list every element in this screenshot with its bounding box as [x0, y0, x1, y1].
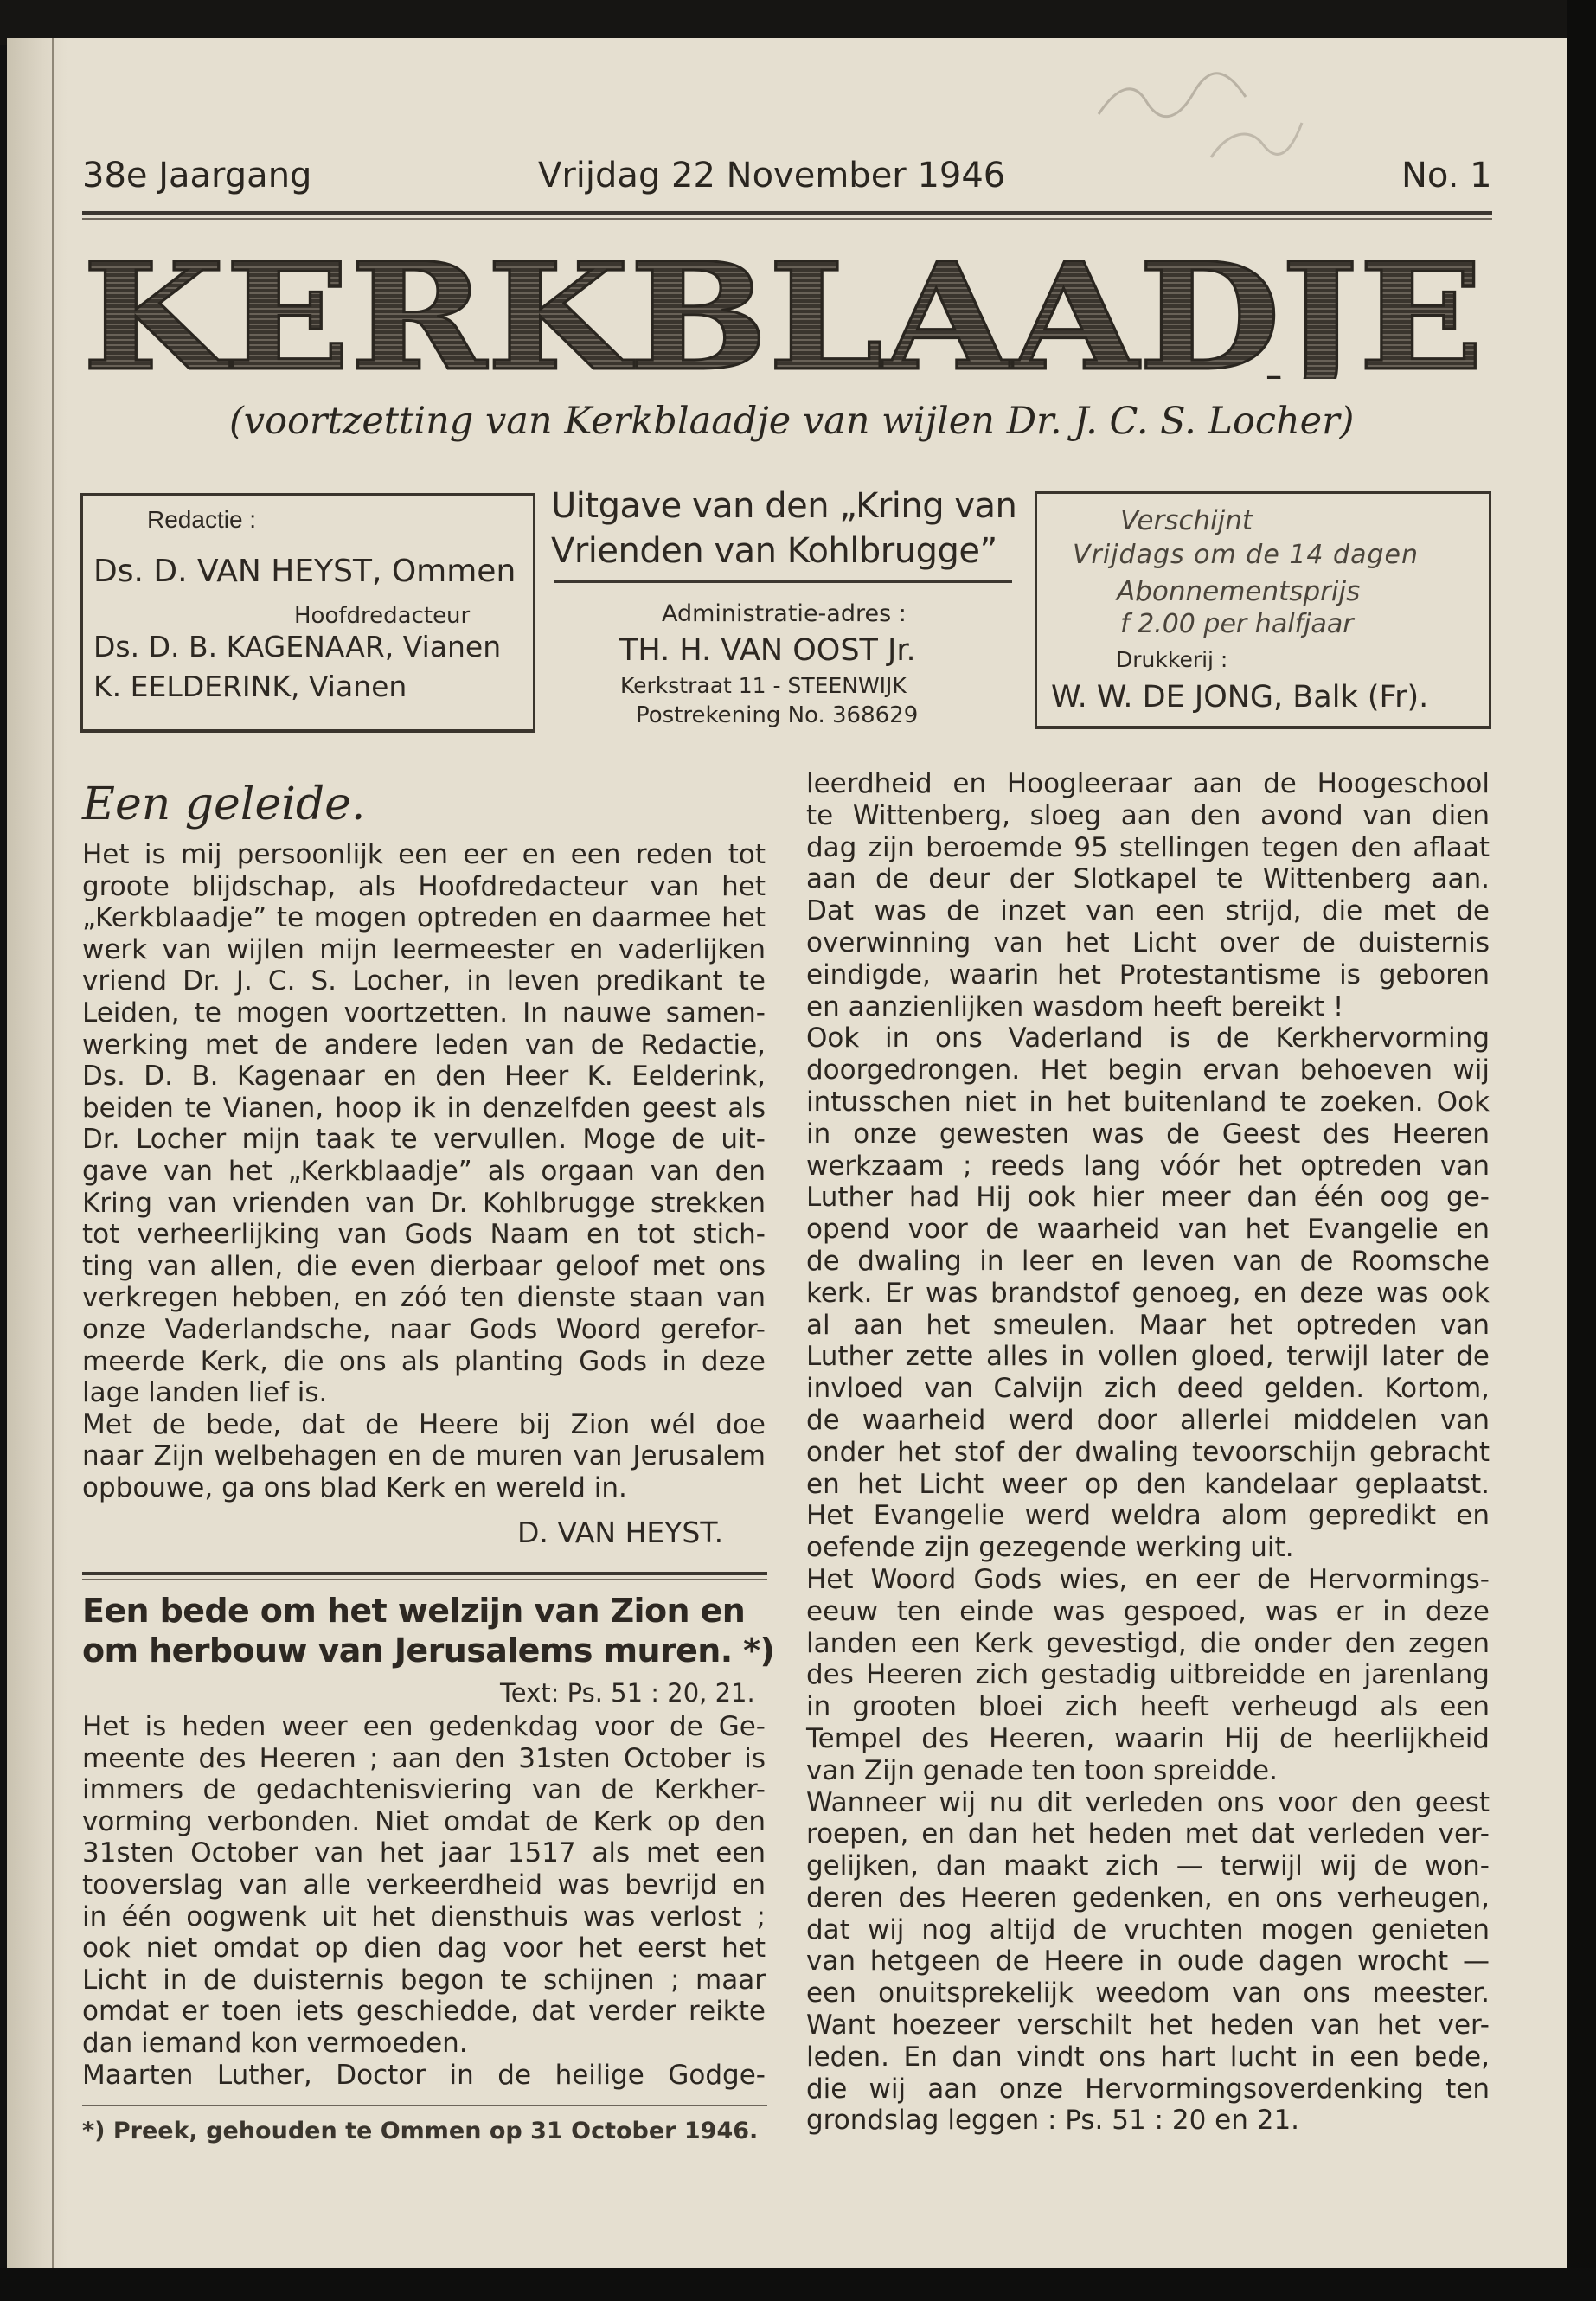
- text-line: vriend Dr. J. C. S. Locher, in leven predikant te: [82, 965, 766, 997]
- text-line: Leiden, te mogen voortzetten. In nauwe samen-: [82, 997, 766, 1029]
- text-line: Het is mij persoonlijk een eer en een reden tot: [82, 839, 766, 870]
- text-line: een onuitsprekelijk weedom van ons meester.: [806, 1977, 1490, 2009]
- text-line: vorming verbonden. Niet omdat de Kerk op den: [82, 1805, 766, 1837]
- article-heading-een-geleide: Een geleide.: [82, 779, 366, 830]
- text-line: intusschen niet in het buitenland te zoeken. Ook: [806, 1086, 1490, 1118]
- text-line: Maarten Luther, Doctor in de heilige Godge-: [82, 2059, 766, 2091]
- sermon-title-line-2: om herbouw van Jerusalems muren. *): [82, 1631, 775, 1670]
- subscription-price: f 2.00 per halfjaar: [1120, 609, 1354, 639]
- text-line: ook niet omdat op dien dag voor het eerst het: [82, 1932, 766, 1965]
- text-line: overwinning van het Licht over de duisternis: [806, 926, 1490, 958]
- text-line: in grooten bloei zich heeft verheugd als een: [806, 1691, 1490, 1723]
- masthead-subtitle: (voortzetting van Kerkblaadje van wijlen Dr. J. C. S. Locher): [229, 400, 1355, 443]
- text-line: leden. En dan vindt ons hart lucht in een bede,: [806, 2041, 1490, 2073]
- issue-number: No. 1: [1401, 156, 1492, 195]
- dateline-rule: [82, 211, 1492, 215]
- text-line: beiden te Vianen, hoop ik in denzelfden geest als: [82, 1092, 766, 1124]
- sermon-body-column-2: [806, 768, 1490, 2137]
- text-line: roepen, en dan het heden met dat verleden ver-: [806, 1818, 1490, 1850]
- text-line: dat wij nog altijd de vruchten mogen genieten: [806, 1913, 1490, 1945]
- sermon-text-reference: Text: Ps. 51 : 20, 21.: [500, 1678, 755, 1708]
- pencil-scribble-mark: [1081, 54, 1315, 175]
- subscription-label: Abonnementsprijs: [1117, 576, 1361, 607]
- text-line: Want hoezeer verschilt het heden van het ver-: [806, 2009, 1490, 2041]
- text-line: opbouwe, ga ons blad Kerk en wereld in.: [82, 1471, 627, 1503]
- text-line: grondslag leggen : Ps. 51 : 20 en 21.: [806, 2105, 1300, 2137]
- publisher-line-2: Vrienden van Kohlbrugge”: [551, 531, 997, 571]
- publication-frequency: Vrijdags om de 14 dagen: [1073, 540, 1419, 570]
- text-line: werk van wijlen mijn leermeester en vaderlijken: [82, 933, 766, 965]
- text-line: groote blijdschap, als Hoofdredacteur van het: [82, 870, 766, 902]
- text-line: in één oogwenk uit het diensthuis was verlost ;: [82, 1900, 766, 1932]
- text-line: dan iemand kon vermoeden.: [82, 2027, 468, 2059]
- text-line: ting van allen, die even dierbaar geloof met ons: [82, 1250, 766, 1282]
- masthead-title-text: KERKBLAADJE: [82, 249, 1484, 379]
- text-line: kerk. Er was brandstof genoeg, en deze was ook: [806, 1277, 1490, 1309]
- article-divider: [82, 1572, 767, 1575]
- editor-in-chief: Ds. D. VAN HEYST, Ommen: [93, 554, 516, 589]
- text-line: leerdheid en Hoogleeraar aan de Hoogeschool: [806, 768, 1490, 799]
- text-line: Het Evangelie werd weldra alom gepredikt en: [806, 1500, 1490, 1532]
- text-line: oefende zijn gezegende werking uit.: [806, 1532, 1294, 1564]
- article-divider-thin: [82, 1579, 767, 1580]
- publisher-line-1: Uitgave van den „Kring van: [551, 486, 1017, 526]
- text-line: tot verheerlijking van Gods Naam en tot stich-: [82, 1219, 766, 1251]
- dateline-rule-thin: [82, 218, 1492, 220]
- binding-line: [52, 38, 54, 2272]
- editor-in-chief-role: Hoofdredacteur: [294, 603, 471, 629]
- admin-address: Kerkstraat 11 - STEENWIJK: [620, 673, 907, 698]
- text-line: immers de gedachtenisviering van de Kerkher-: [82, 1774, 766, 1806]
- printer-name: W. W. DE JONG, Balk (Fr).: [1051, 680, 1429, 715]
- text-line: landen een Kerk gevestigd, die onder den zegen: [806, 1627, 1490, 1659]
- text-line: naar Zijn welbehagen en de muren van Jerusalem: [82, 1440, 766, 1472]
- text-line: werking met de andere leden van de Redactie,: [82, 1029, 766, 1061]
- issue-date: Vrijdag 22 November 1946: [538, 156, 1006, 195]
- text-line: meente des Heeren ; aan den 31sten October is: [82, 1742, 766, 1774]
- text-line: en het Licht weer op den kandelaar geplaatst.: [806, 1468, 1490, 1500]
- text-line: gelijken, dan maakt zich — terwijl wij de won-: [806, 1850, 1490, 1882]
- text-line: onder het stof der dwaling tevoorschijn gebracht: [806, 1436, 1490, 1468]
- text-line: die wij aan onze Hervormingsoverdenking ten: [806, 2073, 1490, 2105]
- redaction-label: Redactie :: [147, 506, 257, 533]
- sermon-body-column-1: [82, 1711, 766, 2091]
- text-line: van hetgeen de Heere in oude dagen wrocht —: [806, 1945, 1490, 1977]
- text-line: aan de deur der Slotkapel te Wittenberg aan.: [806, 863, 1490, 895]
- appears-label: Verschijnt: [1120, 505, 1253, 536]
- text-line: des Heeren zich gestadig uitbreidde en jarenlang: [806, 1659, 1490, 1691]
- text-line: omdat er toen iets geschiedde, dat verder reikte: [82, 1996, 766, 2028]
- text-line: Ook in ons Vaderland is de Kerkhervorming: [806, 1022, 1490, 1054]
- text-line: Het Woord Gods wies, en eer de Hervormings-: [806, 1563, 1490, 1595]
- editor-eelderink: K. EELDERINK, Vianen: [93, 670, 407, 703]
- printer-label: Drukkerij :: [1116, 647, 1228, 672]
- volume-label: 38e Jaargang: [82, 156, 312, 195]
- article-signature: D. VAN HEYST.: [517, 1516, 724, 1549]
- scan-border-bottom: [0, 2268, 1596, 2301]
- postal-giro: Postrekening No. 368629: [636, 702, 919, 728]
- sermon-footnote: *) Preek, gehouden te Ommen op 31 October 1946.: [82, 2118, 759, 2144]
- text-line: Licht in de duisternis begon te schijnen ; maar: [82, 1964, 766, 1996]
- text-line: tooverslag van alle verkeerdheid was bevrijd en: [82, 1868, 766, 1900]
- sermon-title-line-1: Een bede om het welzijn van Zion en: [82, 1592, 746, 1630]
- text-line: werkzaam ; reeds lang vóór het optreden van: [806, 1150, 1490, 1182]
- publisher-rule: [554, 580, 1012, 583]
- text-line: dag zijn beroemde 95 stellingen tegen den aflaat: [806, 831, 1490, 863]
- text-line: lage landen lief is.: [82, 1377, 328, 1409]
- text-line: Ds. D. B. Kagenaar en den Heer K. Eelderink,: [82, 1061, 766, 1093]
- text-line: Wanneer wij nu dit verleden ons voor den geest: [806, 1786, 1490, 1818]
- text-line: Luther had Hij ook hier meer dan één oog ge-: [806, 1182, 1490, 1214]
- text-line: al aan het smeulen. Maar het optreden van: [806, 1309, 1490, 1341]
- text-line: eindigde, waarin het Protestantisme is geboren: [806, 958, 1490, 990]
- masthead-title: [82, 249, 1484, 379]
- text-line: Het is heden weer een gedenkdag voor de Ge-: [82, 1711, 766, 1742]
- text-line: invloed van Calvijn zich deed gelden. Kortom,: [806, 1373, 1490, 1405]
- text-line: te Wittenberg, sloeg aan den avond van dien: [806, 799, 1490, 831]
- admin-name: TH. H. VAN OOST Jr.: [619, 633, 916, 668]
- text-line: opend voor de waarheid van het Evangelie en: [806, 1214, 1490, 1246]
- text-line: Kring van vrienden van Dr. Kohlbrugge strekken: [82, 1187, 766, 1219]
- text-line: deren des Heeren gedenken, en ons verheugen,: [806, 1881, 1490, 1913]
- text-line: en aanzienlijken wasdom heeft bereikt !: [806, 990, 1344, 1022]
- text-line: in onze gewesten was de Geest des Heeren: [806, 1118, 1490, 1150]
- text-line: Dr. Locher mijn taak te vervullen. Moge de uit-: [82, 1124, 766, 1156]
- text-line: 31sten October van het jaar 1517 als met een: [82, 1837, 766, 1869]
- text-line: Luther zette alles in vollen gloed, terwijl later de: [806, 1341, 1490, 1373]
- scan-border-right: [1567, 0, 1596, 2301]
- editor-kagenaar: Ds. D. B. KAGENAAR, Vianen: [93, 630, 502, 663]
- text-line: verkregen hebben, en zóó ten dienste staan van: [82, 1282, 766, 1314]
- text-line: Dat was de inzet van een strijd, die met de: [806, 895, 1490, 927]
- text-line: meerde Kerk, die ons als planting Gods in deze: [82, 1345, 766, 1377]
- page-binding-shadow: [7, 38, 67, 2272]
- text-line: eeuw ten einde was gespoed, was er in deze: [806, 1595, 1490, 1627]
- text-line: de dwaling in leer en leven van de Roomsche: [806, 1245, 1490, 1277]
- text-line: „Kerkblaadje” te mogen optreden en daarmee het: [82, 902, 766, 934]
- text-line: onze Vaderlandsche, naar Gods Woord gerefor-: [82, 1313, 766, 1345]
- text-line: gave van het „Kerkblaadje” als orgaan van den: [82, 1155, 766, 1187]
- article-een-geleide-body: [82, 839, 766, 1503]
- text-line: van Zijn genade ten toon spreidde.: [806, 1754, 1278, 1786]
- text-line: doorgedrongen. Het begin ervan behoeven wij: [806, 1054, 1490, 1086]
- admin-label: Administratie-adres :: [662, 600, 907, 627]
- footnote-rule: [82, 2105, 767, 2106]
- text-line: Met de bede, dat de Heere bij Zion wél doe: [82, 1408, 766, 1440]
- text-line: Tempel des Heeren, waarin Hij de heerlijkheid: [806, 1722, 1490, 1754]
- text-line: de waarheid werd door allerlei middelen van: [806, 1404, 1490, 1436]
